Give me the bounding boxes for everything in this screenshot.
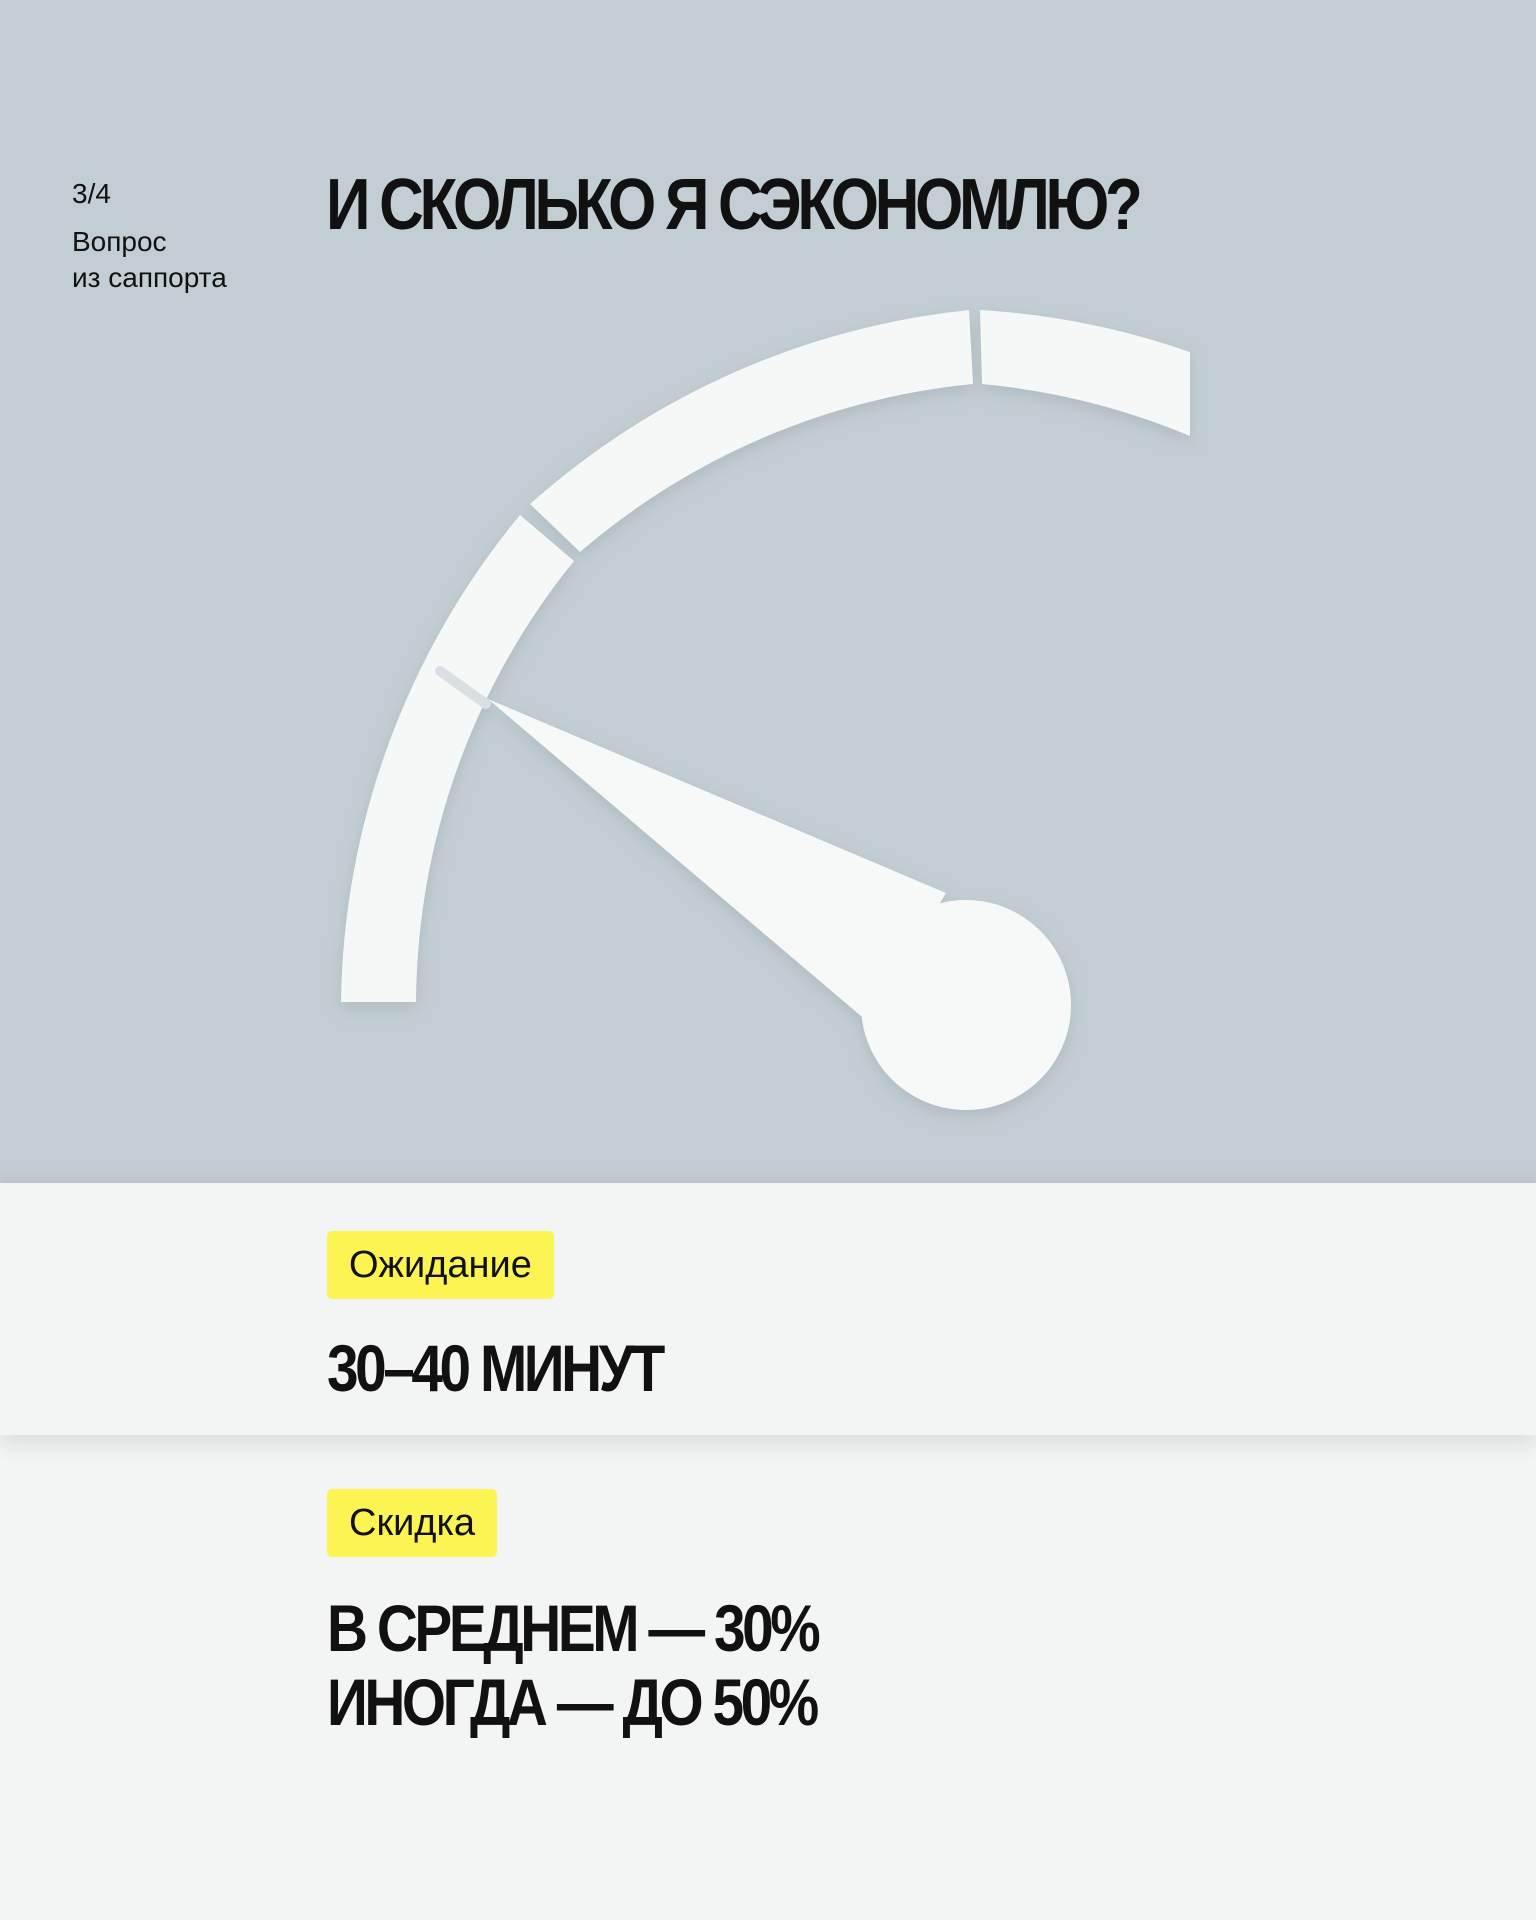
info-card-wait bbox=[0, 1183, 1536, 1435]
discount-line-average: В СРЕДНЕМ — 30% bbox=[327, 1591, 818, 1665]
tag-discount: Скидка bbox=[327, 1489, 497, 1557]
gauge-segment-right bbox=[980, 310, 1190, 436]
slide-counter: 3/4 bbox=[72, 178, 111, 209]
section-label: Вопрос из саппорта bbox=[72, 226, 227, 293]
wait-value: 30–40 МИНУТ bbox=[327, 1331, 662, 1405]
discount-line-max: ИНОГДА — ДО 50% bbox=[327, 1665, 816, 1739]
gauge-hub bbox=[861, 900, 1071, 1110]
gauge-segment-left bbox=[341, 515, 574, 1002]
tag-wait: Ожидание bbox=[327, 1231, 554, 1299]
discount-value bbox=[327, 1591, 817, 1739]
info-card-discount bbox=[0, 1437, 1536, 1920]
gauge-segment-middle bbox=[530, 310, 973, 552]
page-title: И СКОЛЬКО Я СЭКОНОМЛЮ? bbox=[326, 165, 1139, 245]
